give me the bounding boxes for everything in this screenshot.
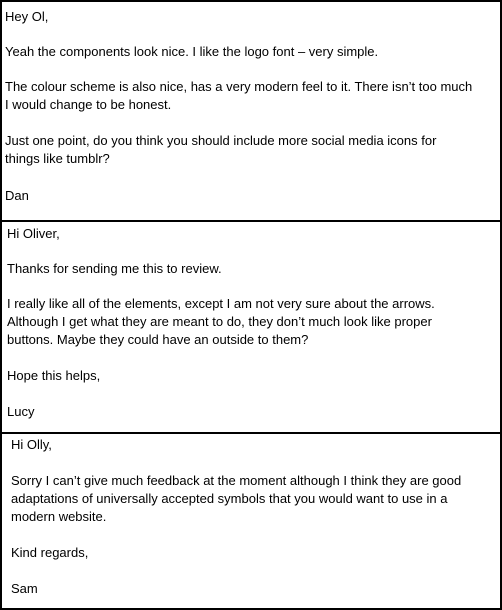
greeting: Hey Ol, <box>5 9 49 24</box>
message-line: things like tumblr? <box>5 151 110 166</box>
message-line: buttons. Maybe they could have an outside to them? <box>7 332 309 347</box>
feedback-cell-sam <box>0 432 502 610</box>
message-line: adaptations of universally accepted symbols that you would want to use in a <box>11 491 448 506</box>
message-line: Thanks for sending me this to review. <box>7 261 222 276</box>
message-line: The colour scheme is also nice, has a very modern feel to it. There isn’t too much <box>5 79 473 94</box>
message-line: Although I get what they are meant to do, they don’t much look like proper <box>7 314 432 329</box>
signature: Sam <box>11 581 38 596</box>
signature: Lucy <box>7 404 35 419</box>
message-line: Kind regards, <box>11 545 89 560</box>
message-line: Yeah the components look nice. I like the logo font – very simple. <box>5 44 379 59</box>
signature: Dan <box>5 188 29 203</box>
message-line: I really like all of the elements, except I am not very sure about the arrows. <box>7 296 435 311</box>
feedback-cell-dan <box>0 0 502 222</box>
message-line: Sorry I can’t give much feedback at the moment although I think they are good <box>11 473 462 488</box>
greeting: Hi Oliver, <box>7 226 60 241</box>
greeting: Hi Olly, <box>11 437 52 452</box>
message-line: modern website. <box>11 509 107 524</box>
message-line: I would change to be honest. <box>5 97 172 112</box>
message-line: Hope this helps, <box>7 368 101 383</box>
feedback-cell-lucy <box>0 220 502 434</box>
message-line: Just one point, do you think you should include more social media icons for <box>5 133 437 148</box>
